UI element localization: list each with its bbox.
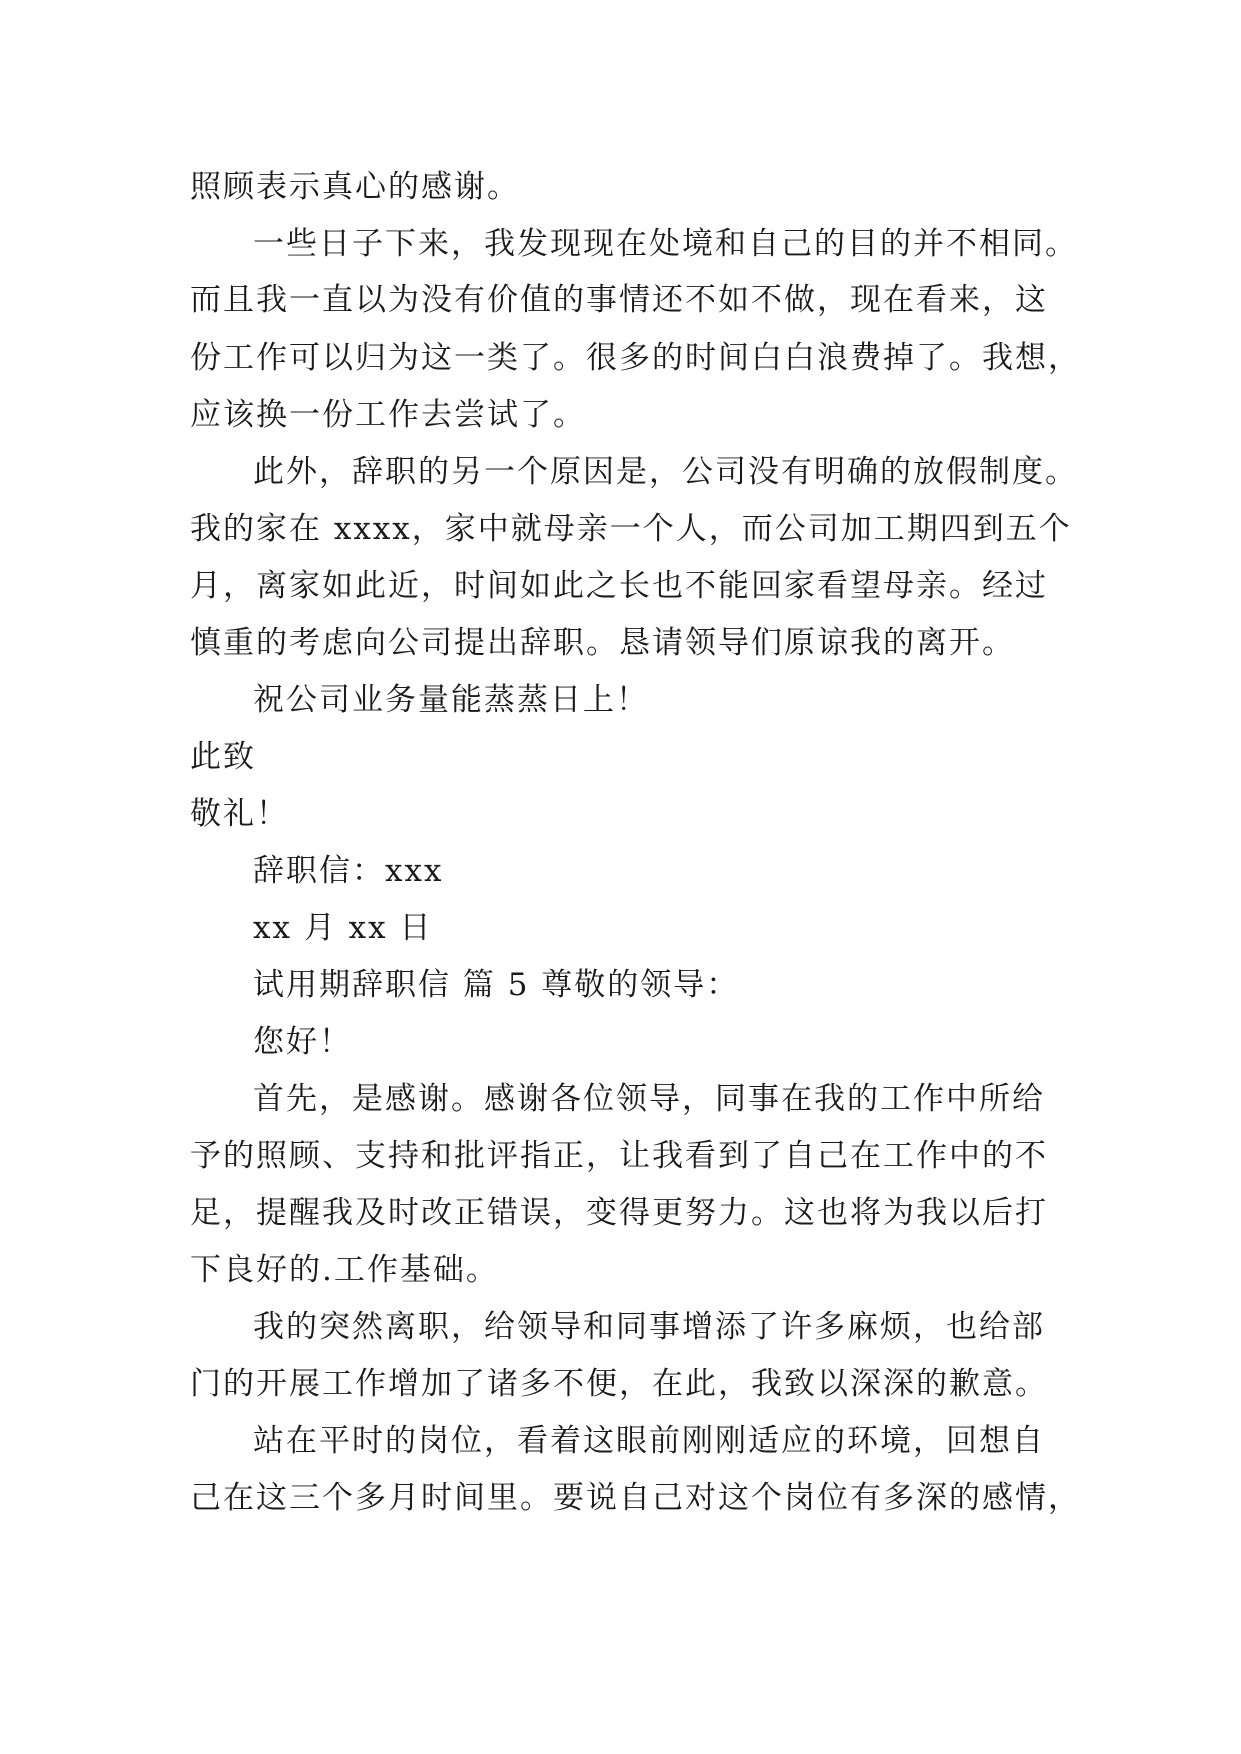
text-line: 我的突然离职，给领导和同事增添了许多麻烦，也给部: [253, 1309, 1045, 1345]
text-line: 试用期辞职信 篇 5 尊敬的领导：: [253, 967, 740, 1003]
text-line: 而且我一直以为没有价值的事情还不如不做，现在看来，这: [190, 282, 1048, 318]
text-line: 此致: [190, 739, 256, 775]
text-line: 足，提醒我及时改正错误，变得更努力。这也将为我以后打: [190, 1195, 1048, 1231]
text-line: 予的照顾、支持和批评指正，让我看到了自己在工作中的不: [190, 1138, 1048, 1174]
text-line: 己在这三个多月时间里。要说自己对这个岗位有多深的感情，: [190, 1480, 1081, 1516]
text-line: 您好！: [253, 1024, 352, 1060]
text-line: xx 月 xx 日: [253, 910, 433, 946]
text-line: 首先，是感谢。感谢各位领导，同事在我的工作中所给: [253, 1081, 1045, 1117]
text-line: 月，离家如此近，时间如此之长也不能回家看望母亲。经过: [190, 568, 1048, 604]
text-line: 敬礼！: [190, 796, 289, 832]
text-line: 此外，辞职的另一个原因是，公司没有明确的放假制度。: [253, 454, 1078, 490]
text-line: 辞职信：xxx: [253, 853, 444, 889]
text-line: 一些日子下来，我发现现在处境和自己的目的并不相同。: [253, 226, 1078, 262]
text-line: 祝公司业务量能蒸蒸日上！: [253, 682, 649, 718]
text-line: 慎重的考虑向公司提出辞职。恳请领导们原谅我的离开。: [190, 625, 1015, 661]
text-line: 下良好的.工作基础。: [190, 1252, 499, 1288]
text-line: 站在平时的岗位，看着这眼前刚刚适应的环境，回想自: [253, 1423, 1045, 1459]
text-line: 照顾表示真心的感谢。: [190, 169, 520, 205]
text-line: 份工作可以归为这一类了。很多的时间白白浪费掉了。我想，: [190, 340, 1081, 376]
text-line: 应该换一份工作去尝试了。: [190, 397, 586, 433]
text-line: 我的家在 xxxx，家中就母亲一个人，而公司加工期四到五个: [190, 511, 1072, 547]
text-line: 门的开展工作增加了诸多不便，在此，我致以深深的歉意。: [190, 1366, 1048, 1402]
